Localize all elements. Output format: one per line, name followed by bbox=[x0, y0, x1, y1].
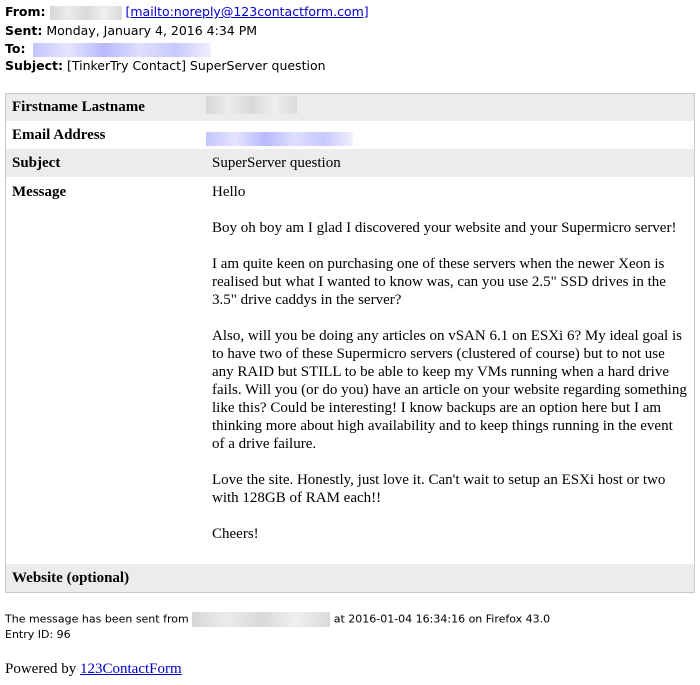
to-label: To: bbox=[5, 41, 26, 56]
row-subject bbox=[6, 149, 694, 177]
message-paragraph: Hello bbox=[212, 184, 246, 200]
row-name bbox=[6, 94, 694, 121]
subject-value: [TinkerTry Contact] SuperServer question bbox=[66, 58, 326, 73]
message-paragraph: Boy oh boy am I glad I discovered your website and your Supermicro server! bbox=[212, 220, 677, 236]
subject-field-label: Subject bbox=[12, 155, 61, 171]
website-label: Website (optional) bbox=[12, 570, 130, 586]
sent-value: Monday, January 4, 2016 4:34 PM bbox=[46, 23, 258, 38]
message-paragraph: Love the site. Honestly, just love it. Can't wait to setup an ESXi host or two with 128GB of RAM each!! bbox=[212, 472, 666, 506]
sent-from-line bbox=[5, 612, 550, 627]
redacted-sender-name bbox=[50, 6, 122, 20]
message-body bbox=[212, 183, 688, 561]
row-website bbox=[6, 564, 694, 592]
from-label: From: bbox=[5, 4, 46, 19]
row-email bbox=[6, 121, 694, 149]
redacted-email bbox=[206, 132, 353, 146]
powered-by-text: Powered by bbox=[5, 661, 77, 677]
sent-from-suffix: at 2016-01-04 16:34:16 on Firefox 43.0 bbox=[333, 612, 551, 626]
email-label: Email Address bbox=[12, 127, 106, 143]
subject-field-value: SuperServer question bbox=[212, 155, 341, 171]
message-paragraph: Cheers! bbox=[212, 526, 259, 542]
sender-mailto-link[interactable]: [mailto:noreply@123contactform.com] bbox=[125, 4, 369, 19]
sent-label: Sent: bbox=[5, 23, 43, 38]
form-submission-table bbox=[5, 93, 695, 593]
subject-label: Subject: bbox=[5, 58, 63, 73]
to-line bbox=[5, 41, 211, 57]
message-label: Message bbox=[12, 184, 67, 200]
from-line bbox=[5, 4, 369, 20]
name-label: Firstname Lastname bbox=[12, 99, 145, 115]
powered-by-link[interactable]: 123ContactForm bbox=[80, 661, 182, 677]
redacted-recipient bbox=[33, 43, 211, 57]
powered-by bbox=[5, 661, 182, 678]
message-paragraph: Also, will you be doing any articles on vSAN 6.1 on ESXi 6? My ideal goal is to have two of these Supermicro servers (clustered of course) but to not use any RAID but STILL to be able to keep my VMs running when a hard drive fails. Will you (or do you) have an article on your website regarding something like this? Could be interesting! I know backups are an option here but I am thinking more about high availability and to keep things running in the event of a drive failure. bbox=[212, 328, 687, 452]
subject-line bbox=[5, 58, 326, 73]
redacted-name bbox=[206, 96, 297, 114]
sent-from-prefix: The message has been sent from bbox=[5, 612, 189, 626]
sent-line bbox=[5, 23, 257, 38]
row-message bbox=[6, 177, 694, 564]
message-paragraph: I am quite keen on purchasing one of these servers when the newer Xeon is realised but what I wanted to know was, can you use 2.5" SSD drives in the 3.5" drive caddys in the server? bbox=[212, 256, 666, 308]
entry-id: Entry ID: 96 bbox=[5, 628, 71, 641]
redacted-ip-address bbox=[192, 612, 330, 627]
